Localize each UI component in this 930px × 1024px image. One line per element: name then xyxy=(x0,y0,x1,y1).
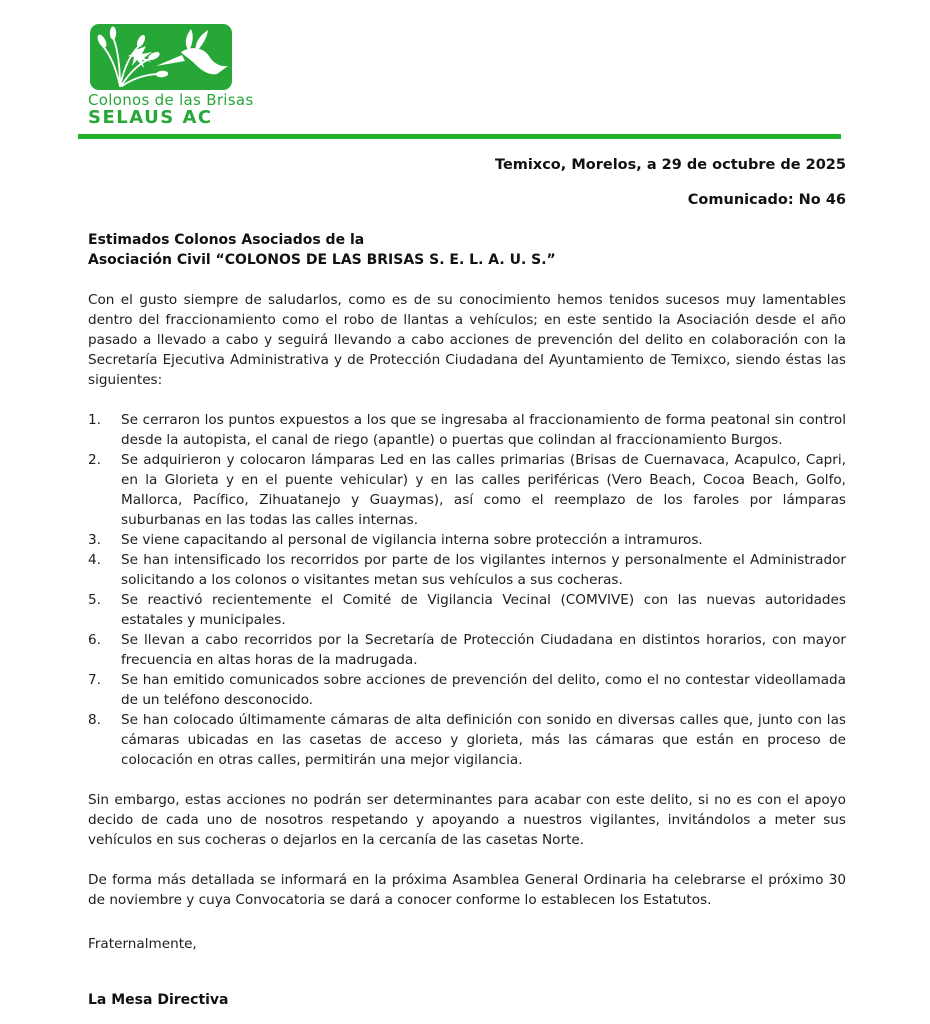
comunicado-number: Comunicado: No 46 xyxy=(687,192,846,208)
list-item-number: 8. xyxy=(88,712,101,728)
list-item-text: Se cerraron los puntos expuestos a los que se ingresaba al fraccionamiento de forma peatonal sin control desde la autopista, el canal de riego (apantle) o puertas que colindan al fraccionamiento Burgos. xyxy=(121,412,846,448)
org-name: Colonos de las Brisas xyxy=(88,91,254,109)
salutation-line-1: Estimados Colonos Asociados de la xyxy=(88,232,365,248)
list-item-text: Se han intensificado los recorridos por parte de los vigilantes internos y personalmente el Administrador solicitando a los colonos o visitantes metan sus vehículos a sus cocheras. xyxy=(121,552,846,588)
list-item-text: Se han colocado últimamente cámaras de alta definición con sonido en diversas calles que, junto con las cámaras ubicadas en las casetas de acceso y glorieta, más las cámaras que están en proceso de colocación en otras calles, permitirán una mejor vigilancia. xyxy=(121,712,846,768)
list-item xyxy=(88,590,846,630)
green-divider xyxy=(78,134,841,139)
list-item-number: 5. xyxy=(88,592,101,608)
list-item-text: Se reactivó recientemente el Comité de Vigilancia Vecinal (COMVIVE) con las nuevas autoridades estatales y municipales. xyxy=(121,592,846,628)
signature: La Mesa Directiva xyxy=(88,992,229,1008)
list-item xyxy=(88,710,846,770)
list-item-text: Se llevan a cabo recorridos por la Secretaría de Protección Ciudadana en distintos horarios, con mayor frecuencia en altas horas de la madrugada. xyxy=(121,632,846,668)
action-list xyxy=(88,410,846,770)
list-item-number: 7. xyxy=(88,672,101,688)
list-item xyxy=(88,410,846,450)
list-item-text: Se han emitido comunicados sobre acciones de prevención del delito, como el no contestar videollamada de un teléfono desconocido. xyxy=(121,672,846,708)
closing-paragraph-1: Sin embargo, estas acciones no podrán ser determinantes para acabar con este delito, si no es con el apoyo decido de cada uno de nosotros respetando y apoyando a nuestros vigilantes, invitándolos a meter sus vehículos en sus cocheras o dejarlos en la cercanía de las casetas Norte. xyxy=(88,792,846,848)
hummingbird-logo-icon xyxy=(90,24,232,90)
list-item-number: 6. xyxy=(88,632,101,648)
list-item xyxy=(88,450,846,530)
valediction: Fraternalmente, xyxy=(88,936,197,952)
org-logo xyxy=(88,0,846,127)
salutation-line-2: Asociación Civil “COLONOS DE LAS BRISAS S. E. L. A. U. S.” xyxy=(88,252,556,268)
salutation xyxy=(88,230,846,270)
list-item-number: 2. xyxy=(88,452,101,468)
closing-paragraph-2: De forma más detallada se informará en la próxima Asamblea General Ordinaria ha celebrarse el próximo 30 de noviembre y cuya Convocatoria se dará a conocer conforme lo establecen los Estatutos. xyxy=(88,872,846,908)
list-item xyxy=(88,530,846,550)
list-item-number: 4. xyxy=(88,552,101,568)
list-item xyxy=(88,630,846,670)
list-item xyxy=(88,550,846,590)
list-item xyxy=(88,670,846,710)
list-item-text: Se viene capacitando al personal de vigilancia interna sobre protección a intramuros. xyxy=(121,532,703,548)
list-item-number: 1. xyxy=(88,412,101,428)
list-item-text: Se adquirieron y colocaron lámparas Led en las calles primarias (Brisas de Cuernavaca, Acapulco, Capri, en la Glorieta y en el puente vehicular) y en las calles periféricas (Vero Beach, Cocoa Beach, Golfo, Mallorca, Pacífico, Zihuatanejo y Guaymas), así como el reemplazo de los faroles por lámparas suburbanas en las todas las calles internas. xyxy=(121,452,846,528)
list-item-number: 3. xyxy=(88,532,101,548)
intro-paragraph: Con el gusto siempre de saludarlos, como es de su conocimiento hemos tenidos sucesos muy lamentables dentro del fraccionamiento como el robo de llantas a vehículos; en este sentido la Asociación desde el año pasado a llevado a cabo y seguirá llevando a cabo acciones de prevención del delito en colaboración con la Secretaría Ejecutiva Administrativa y de Protección Ciudadana del Ayuntamiento de Temixco, siendo éstas las siguientes: xyxy=(88,292,846,388)
date-line: Temixco, Morelos, a 29 de octubre de 2025 xyxy=(494,157,846,173)
org-abbreviation: SELAUS AC xyxy=(88,107,213,128)
